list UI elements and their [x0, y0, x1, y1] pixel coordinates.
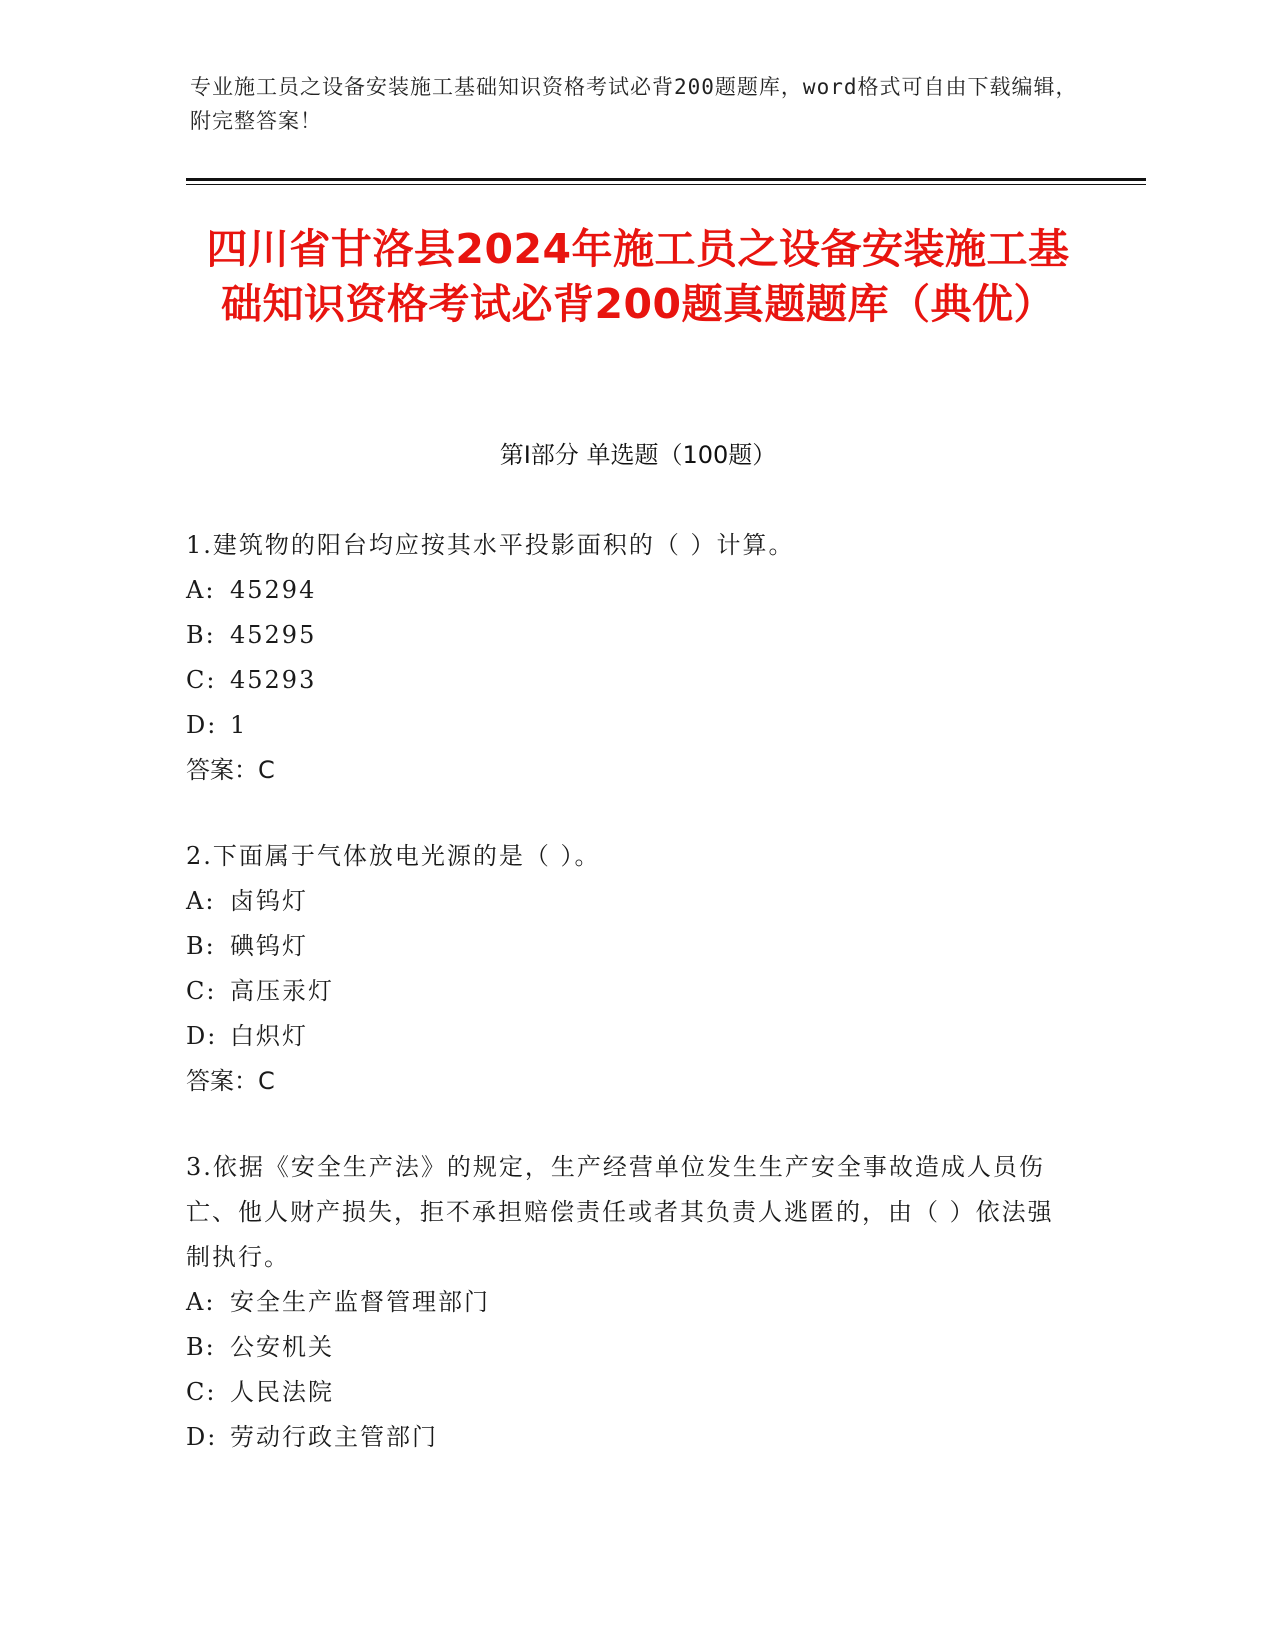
document-title: 四川省甘洛县2024年施工员之设备安装施工基础知识资格考试必背200题真题题库（典优） — [206, 225, 1070, 328]
option-text: 45294 — [230, 576, 317, 604]
option-text: 高压汞灯 — [230, 977, 334, 1005]
option-key: A: — [186, 887, 216, 915]
option-a — [186, 568, 1066, 613]
option-key: D: — [186, 1022, 218, 1050]
option-text: 公安机关 — [230, 1333, 334, 1361]
option-b — [186, 613, 1066, 658]
header-note: 专业施工员之设备安装施工基础知识资格考试必背200题题库，word格式可自由下载编辑，附完整答案！ — [190, 75, 1078, 133]
option-key: D: — [186, 711, 218, 739]
option-text: 劳动行政主管部门 — [230, 1423, 438, 1451]
option-a — [186, 879, 1066, 924]
option-d — [186, 703, 1066, 748]
option-key: C: — [186, 1378, 217, 1406]
option-text: 安全生产监督管理部门 — [230, 1288, 490, 1316]
option-text: 人民法院 — [230, 1378, 334, 1406]
question-2 — [186, 834, 1066, 1104]
question-stem: 1.建筑物的阳台均应按其水平投影面积的（ ）计算。 — [186, 531, 795, 559]
option-key: B: — [186, 621, 216, 649]
header-divider-thick — [186, 178, 1146, 181]
option-text: 1 — [230, 711, 248, 739]
option-key: A: — [186, 1288, 216, 1316]
question-list — [186, 523, 1066, 1501]
option-b — [186, 924, 1066, 969]
option-a — [186, 1280, 1066, 1325]
option-text: 45293 — [230, 666, 317, 694]
option-d — [186, 1415, 1066, 1460]
option-c — [186, 969, 1066, 1014]
option-key: B: — [186, 1333, 216, 1361]
option-key: C: — [186, 666, 217, 694]
option-d — [186, 1014, 1066, 1059]
option-key: A: — [186, 576, 216, 604]
header-divider-thin — [186, 184, 1146, 185]
question-stem: 3.依据《安全生产法》的规定，生产经营单位发生生产安全事故造成人员伤亡、他人财产损失，拒不承担赔偿责任或者其负责人逃匿的，由（ ）依法强制执行。 — [186, 1153, 1054, 1271]
question-3 — [186, 1145, 1066, 1460]
section-title: 第Ⅰ部分 单选题（100题） — [499, 441, 777, 469]
answer: 答案：C — [186, 1067, 275, 1095]
question-stem: 2.下面属于气体放电光源的是（ ）。 — [186, 842, 601, 870]
question-1 — [186, 523, 1066, 793]
option-b — [186, 1325, 1066, 1370]
option-key: B: — [186, 932, 216, 960]
option-key: D: — [186, 1423, 218, 1451]
option-c — [186, 658, 1066, 703]
option-text: 卤钨灯 — [230, 887, 308, 915]
answer: 答案：C — [186, 756, 275, 784]
option-text: 45295 — [230, 621, 317, 649]
option-text: 碘钨灯 — [230, 932, 308, 960]
option-text: 白炽灯 — [230, 1022, 308, 1050]
option-key: C: — [186, 977, 217, 1005]
option-c — [186, 1370, 1066, 1415]
